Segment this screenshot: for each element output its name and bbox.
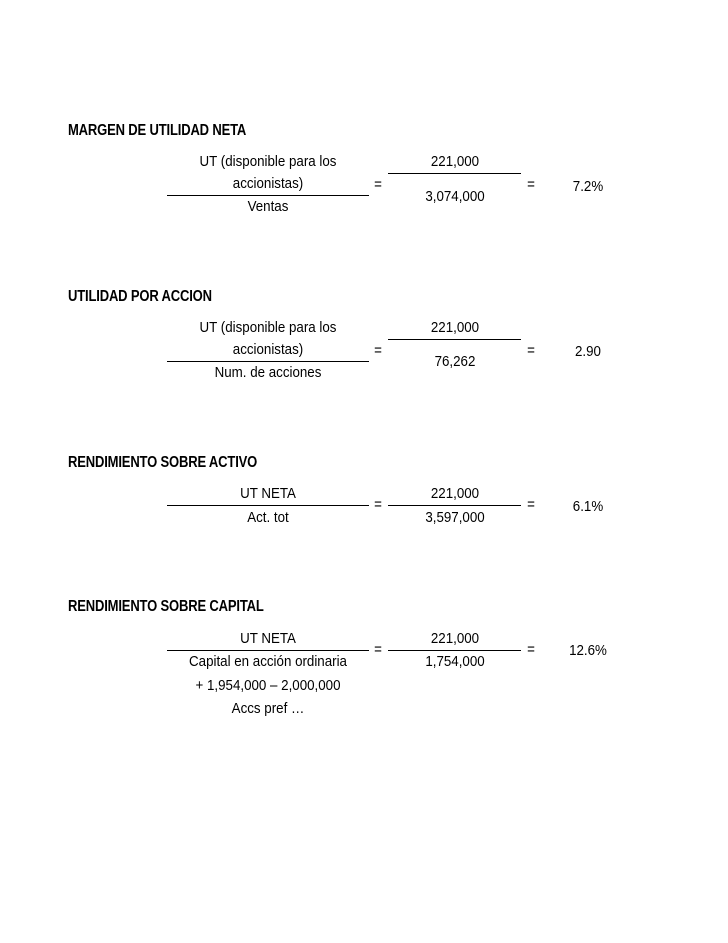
formula-numerator: UT NETA <box>240 486 296 502</box>
section-title: UTILIDAD POR ACCION <box>68 288 212 305</box>
value-fraction-bar <box>388 339 521 340</box>
equals-sign: = <box>527 642 535 658</box>
formula-numerator-line-2: accionistas) <box>232 176 304 192</box>
formula-denominator-line-3: Accs pref … <box>231 701 305 717</box>
equals-sign: = <box>374 642 382 658</box>
formula-denominator-line-1: Capital en acción ordinaria <box>189 654 347 670</box>
result-value: 2.90 <box>575 344 601 360</box>
formula-denominator: Num. de acciones <box>214 365 322 381</box>
equals-sign: = <box>527 497 535 513</box>
value-denominator: 3,597,000 <box>425 510 485 526</box>
result-value: 7.2% <box>572 179 604 195</box>
formula-fraction-bar <box>167 195 369 196</box>
formula-denominator: Ventas <box>247 199 289 215</box>
value-numerator: 221,000 <box>430 486 480 502</box>
value-fraction-bar <box>388 505 521 506</box>
formula-numerator-line-2: accionistas) <box>232 342 304 358</box>
result-value: 6.1% <box>572 499 604 515</box>
equals-sign: = <box>527 177 535 193</box>
value-numerator: 221,000 <box>430 320 480 336</box>
formula-fraction-bar <box>167 361 369 362</box>
value-denominator: 76,262 <box>434 354 476 370</box>
section-title: RENDIMIENTO SOBRE ACTIVO <box>68 454 258 471</box>
value-numerator: 221,000 <box>430 154 480 170</box>
section-title: RENDIMIENTO SOBRE CAPITAL <box>68 598 264 615</box>
formula-numerator-line-1: UT (disponible para los <box>199 320 337 336</box>
value-numerator: 221,000 <box>430 631 480 647</box>
formula-denominator-line-2: + 1,954,000 – 2,000,000 <box>195 678 341 694</box>
equals-sign: = <box>374 177 382 193</box>
equals-sign: = <box>527 343 535 359</box>
value-denominator: 1,754,000 <box>425 654 485 670</box>
value-fraction-bar <box>388 173 521 174</box>
value-fraction-bar <box>388 650 521 651</box>
value-denominator: 3,074,000 <box>425 189 485 205</box>
equals-sign: = <box>374 497 382 513</box>
result-value: 12.6% <box>569 643 607 659</box>
section-title: MARGEN DE UTILIDAD NETA <box>68 122 247 139</box>
formula-numerator: UT NETA <box>240 631 296 647</box>
equals-sign: = <box>374 343 382 359</box>
formula-fraction-bar <box>167 650 369 651</box>
formula-fraction-bar <box>167 505 369 506</box>
formula-denominator: Act. tot <box>247 510 289 526</box>
formula-numerator-line-1: UT (disponible para los <box>199 154 337 170</box>
